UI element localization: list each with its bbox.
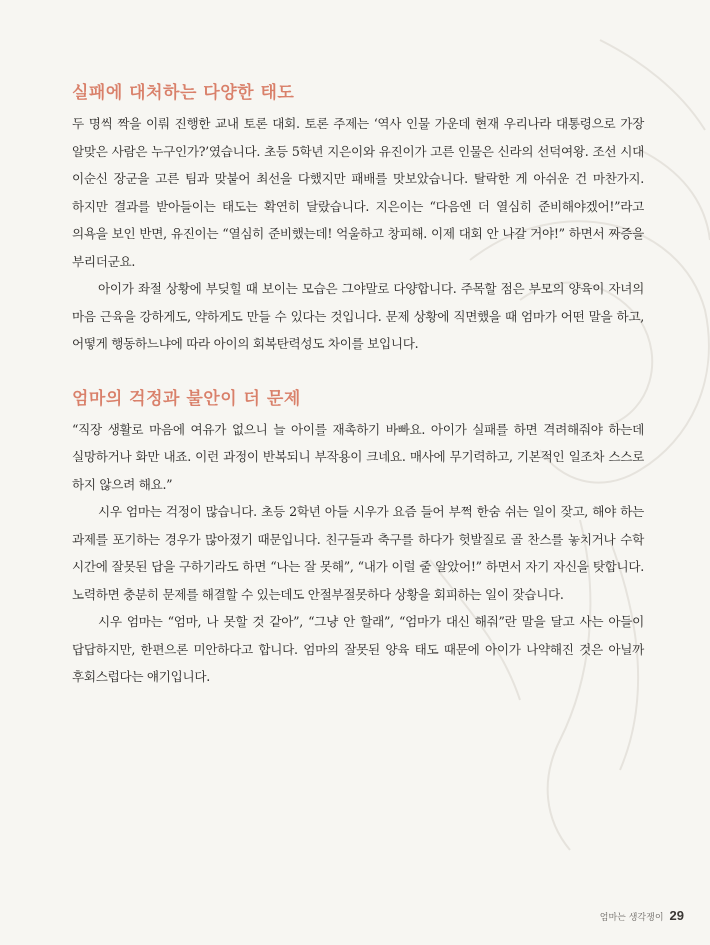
magazine-title: 엄마는 생각쟁이	[599, 913, 664, 923]
paragraph: 시우 엄마는 걱정이 많습니다. 초등 2학년 아들 시우가 요즘 들어 부쩍 한숨 쉬는 일이 잦고, 해야 하는 과제를 포기하는 경우가 많아졌기 때문입니다. 친구들과 축구를 하다가 헛발질로 골 찬스를 놓치거나 수학 시간에 잘못된 답을 구하기라도 하면 “나는 잘 못해”, “내가 이럴 줄 알았어!” 하면서 자기 자신을 탓합니다. 노력하면 충분히 문제를 해결할 수 있는데도 안절부절못하다 상황을 회피하는 일이 잦습니다.	[72, 504, 644, 602]
section-heading-failure-attitudes: 실패에 대처하는 다양한 태도	[72, 83, 295, 103]
paragraph: 두 명씩 짝을 이뤄 진행한 교내 토론 대회. 토론 주제는 ‘역사 인물 가운데 현재 우리나라 대통령으로 가장 알맞은 사람은 누구인가?’였습니다. 초등 5학년 지은이와 유진이가 고른 인물은 신라의 선덕여왕. 조선 시대 이순신 장군을 고른 팀과 맞붙어 최선을 다했지만 패배를 맛보았습니다. 탈락한 게 아쉬운 건 마찬가지. 하지만 결과를 받아들이는 태도는 확연히 달랐습니다. 지은이는 “다음엔 더 열심히 준비해야겠어!”라고 의욕을 보인 반면, 유진이는 “열심히 준비했는데! 억울하고 창피해. 이제 대회 안 나갈 거야!” 하면서 짜증을 부리더군요.	[72, 116, 644, 269]
paragraph: 시우 엄마는 “엄마, 나 못할 것 같아”, “그냥 안 할래”, “엄마가 대신 해줘”란 말을 달고 사는 아들이 답답하지만, 한편으론 미안하다고 합니다. 엄마의 잘못된 양육 태도 때문에 아이가 나약해진 것은 아닐까 후회스럽다는 얘기입니다.	[72, 614, 644, 684]
page-footer	[600, 908, 684, 923]
article-body	[72, 76, 644, 691]
quote-paragraph: “직장 생활로 마음에 여유가 없으니 늘 아이를 재촉하기 바빠요. 아이가 실패를 하면 격려해줘야 하는데 실망하거나 화만 내죠. 이런 과정이 반복되니 부작용이 크네요. 매사에 무기력하고, 기본적인 일조차 스스로 하지 않으려 해요.”	[72, 421, 644, 492]
page-number: 29	[669, 908, 684, 923]
section-heading-mom-worry: 엄마의 걱정과 불안이 더 문제	[72, 388, 301, 409]
paragraph: 아이가 좌절 상황에 부딪힐 때 보이는 모습은 그야말로 다양합니다. 주목할 점은 부모의 양육이 자녀의 마음 근육을 강하게도, 약하게도 만들 수 있다는 것입니다. 문제 상황에 직면했을 때 엄마가 어떤 말을 하고, 어떻게 행동하느냐에 따라 아이의 회복탄력성도 차이를 보입니다.	[72, 281, 644, 351]
